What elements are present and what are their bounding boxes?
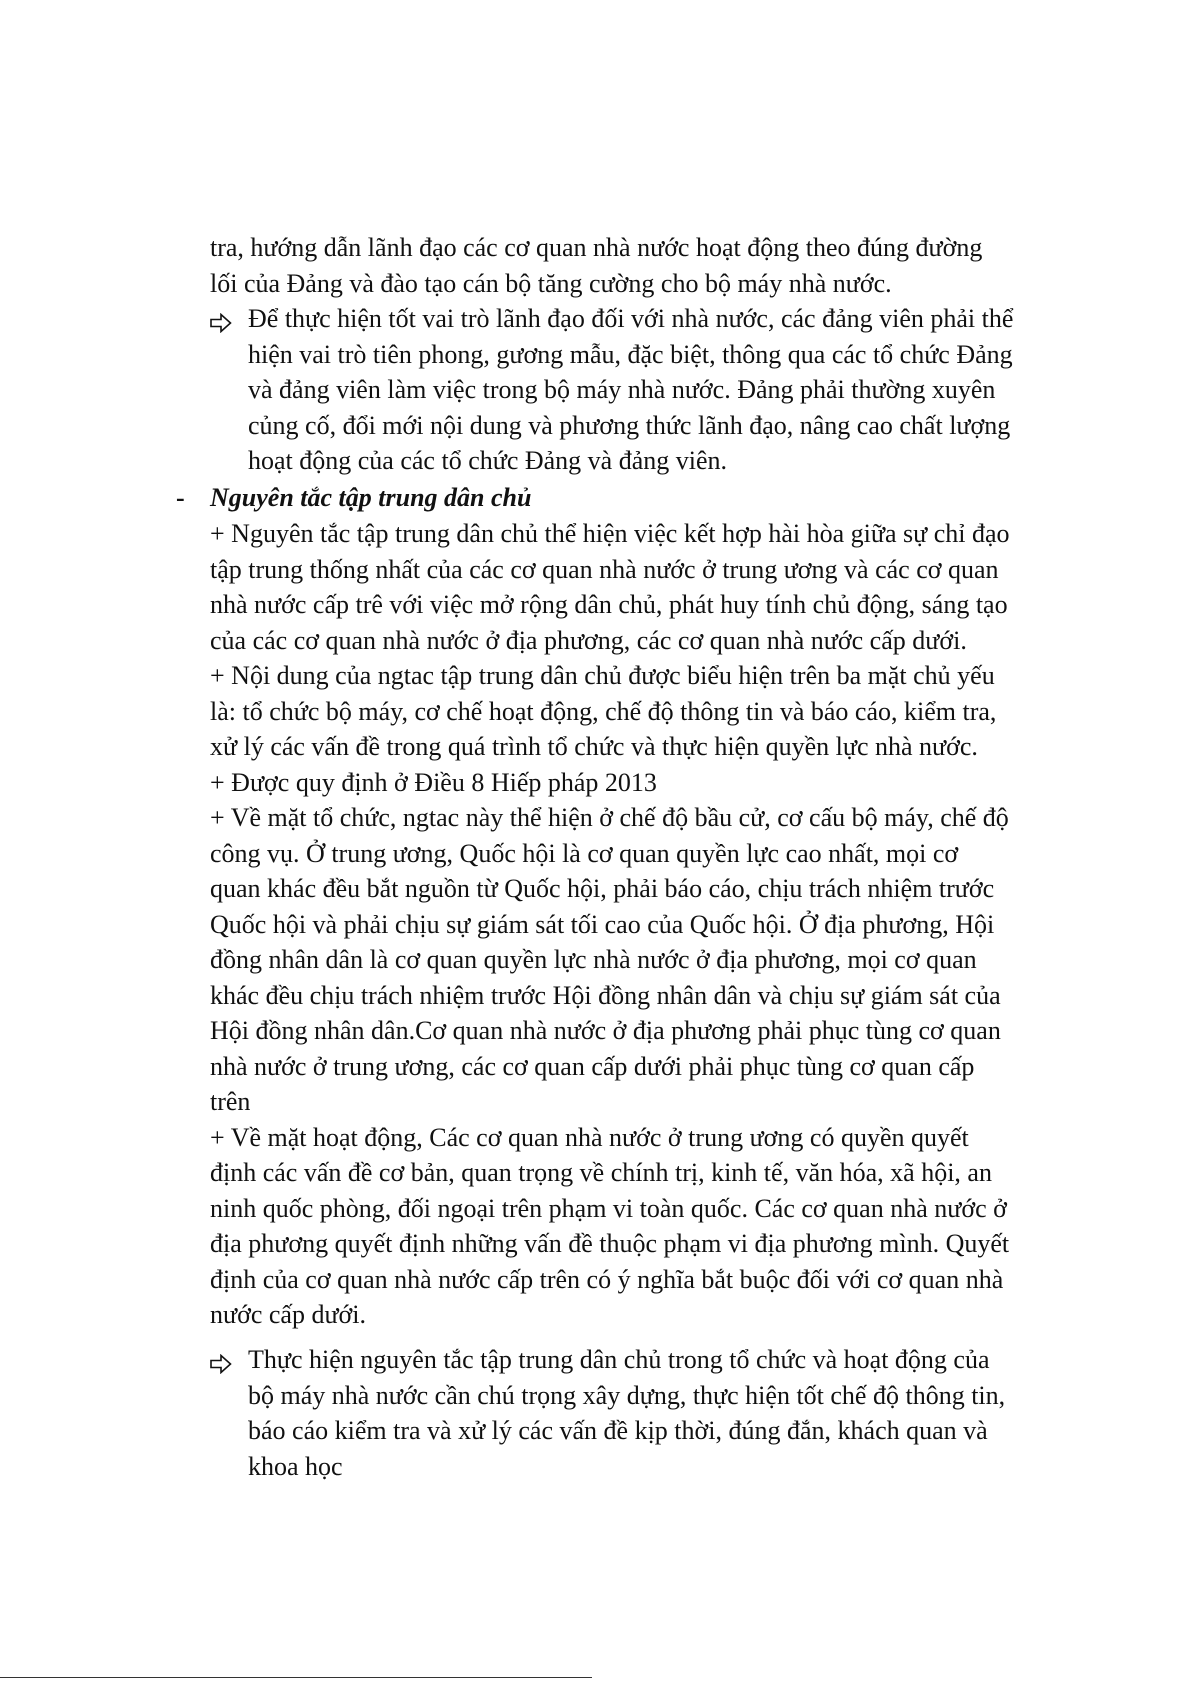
text-line: địa phương quyết định những vấn đề thuộc phạm vi địa phương mình. Quyết xyxy=(210,1229,1010,1258)
section-heading: Nguyên tắc tập trung dân chủ xyxy=(210,483,532,512)
text-line: công vụ. Ở trung ương, Quốc hội là cơ quan quyền lực cao nhất, mọi cơ xyxy=(210,838,959,868)
text-line: định các vấn đề cơ bản, quan trọng về chính trị, kinh tế, văn hóa, xã hội, an xyxy=(210,1158,992,1187)
text-line: + Nguyên tắc tập trung dân chủ thể hiện việc kết hợp hài hòa giữa sự chỉ đạo xyxy=(210,519,1010,548)
text-line: bộ máy nhà nước cần chú trọng xây dựng, thực hiện tốt chế độ thông tin, xyxy=(248,1380,1006,1410)
text-line: quan khác đều bắt nguồn từ Quốc hội, phải báo cáo, chịu trách nhiệm trước xyxy=(210,874,995,903)
text-line: báo cáo kiểm tra và xử lý các vấn đề kịp thời, đúng đắn, khách quan và xyxy=(248,1416,988,1445)
text-line: ninh quốc phòng, đối ngoại trên phạm vi toàn quốc. Các cơ quan nhà nước ở xyxy=(210,1193,1007,1223)
text-line: tra, hướng dẫn lãnh đạo các cơ quan nhà nước hoạt động theo đúng đường xyxy=(210,233,983,262)
text-line: Quốc hội và phải chịu sự giám sát tối cao của Quốc hội. Ở địa phương, Hội xyxy=(210,909,995,939)
text-line: + Được quy định ở Điều 8 Hiếp pháp 2013 xyxy=(210,767,657,797)
text-line: củng cố, đổi mới nội dung và phương thức lãnh đạo, nâng cao chất lượng xyxy=(248,410,1011,440)
text-line: Thực hiện nguyên tắc tập trung dân chủ trong tổ chức và hoạt động của xyxy=(248,1345,990,1374)
text-line: nhà nước ở trung ương, các cơ quan cấp dưới phải phục tùng cơ quan cấp xyxy=(210,1051,975,1081)
text-line: tập trung thống nhất của các cơ quan nhà nước ở trung ương và các cơ quan xyxy=(210,554,999,584)
right-arrow-outline-icon xyxy=(210,313,232,333)
text-line: + Nội dung của ngtac tập trung dân chủ được biểu hiện trên ba mặt chủ yếu xyxy=(210,661,995,690)
text-line: xử lý các vấn đề trong quá trình tổ chức và thực hiện quyền lực nhà nước. xyxy=(210,732,978,761)
text-line: hoạt động của các tổ chức Đảng và đảng viên. xyxy=(248,446,728,475)
text-line: hiện vai trò tiên phong, gương mẫu, đặc biệt, thông qua các tổ chức Đảng xyxy=(248,339,1013,369)
text-line: là: tổ chức bộ máy, cơ chế hoạt động, chế độ thông tin và báo cáo, kiểm tra, xyxy=(210,696,997,726)
bottom-divider xyxy=(0,1677,592,1678)
text-line: trên xyxy=(210,1087,251,1116)
text-line: nhà nước cấp trê với việc mở rộng dân chủ, phát huy tính chủ động, sáng tạo xyxy=(210,590,1008,619)
text-line: khoa học xyxy=(248,1451,343,1481)
conclusion-paragraph-2 xyxy=(248,1342,1005,1484)
text-line: khác đều chịu trách nhiệm trước Hội đồng nhân dân và chịu sự giám sát của xyxy=(210,980,1001,1010)
conclusion-paragraph-1 xyxy=(248,301,1013,479)
text-line: lối của Đảng và đào tạo cán bộ tăng cường cho bộ máy nhà nước. xyxy=(210,268,892,298)
text-line: và đảng viên làm việc trong bộ máy nhà nước. Đảng phải thường xuyên xyxy=(248,375,996,404)
text-line: của các cơ quan nhà nước ở địa phương, các cơ quan nhà nước cấp dưới. xyxy=(210,625,967,655)
body-text xyxy=(210,516,1010,1333)
intro-paragraph xyxy=(210,230,982,301)
text-line: Hội đồng nhân dân.Cơ quan nhà nước ở địa phương phải phục tùng cơ quan xyxy=(210,1016,1001,1045)
text-line: nước cấp dưới. xyxy=(210,1300,367,1329)
text-line: định của cơ quan nhà nước cấp trên có ý nghĩa bắt buộc đối với cơ quan nhà xyxy=(210,1264,1004,1294)
text-line: + Về mặt tổ chức, ngtac này thể hiện ở chế độ bầu cử, cơ cấu bộ máy, chế độ xyxy=(210,803,1009,832)
text-line: Để thực hiện tốt vai trò lãnh đạo đối với nhà nước, các đảng viên phải thể xyxy=(248,304,1014,333)
list-marker: - xyxy=(176,483,185,512)
text-line: đồng nhân dân là cơ quan quyền lực nhà nước ở địa phương, mọi cơ quan xyxy=(210,945,977,974)
text-line: + Về mặt hoạt động, Các cơ quan nhà nước ở trung ương có quyền quyết xyxy=(210,1122,969,1152)
right-arrow-outline-icon xyxy=(210,1354,232,1374)
